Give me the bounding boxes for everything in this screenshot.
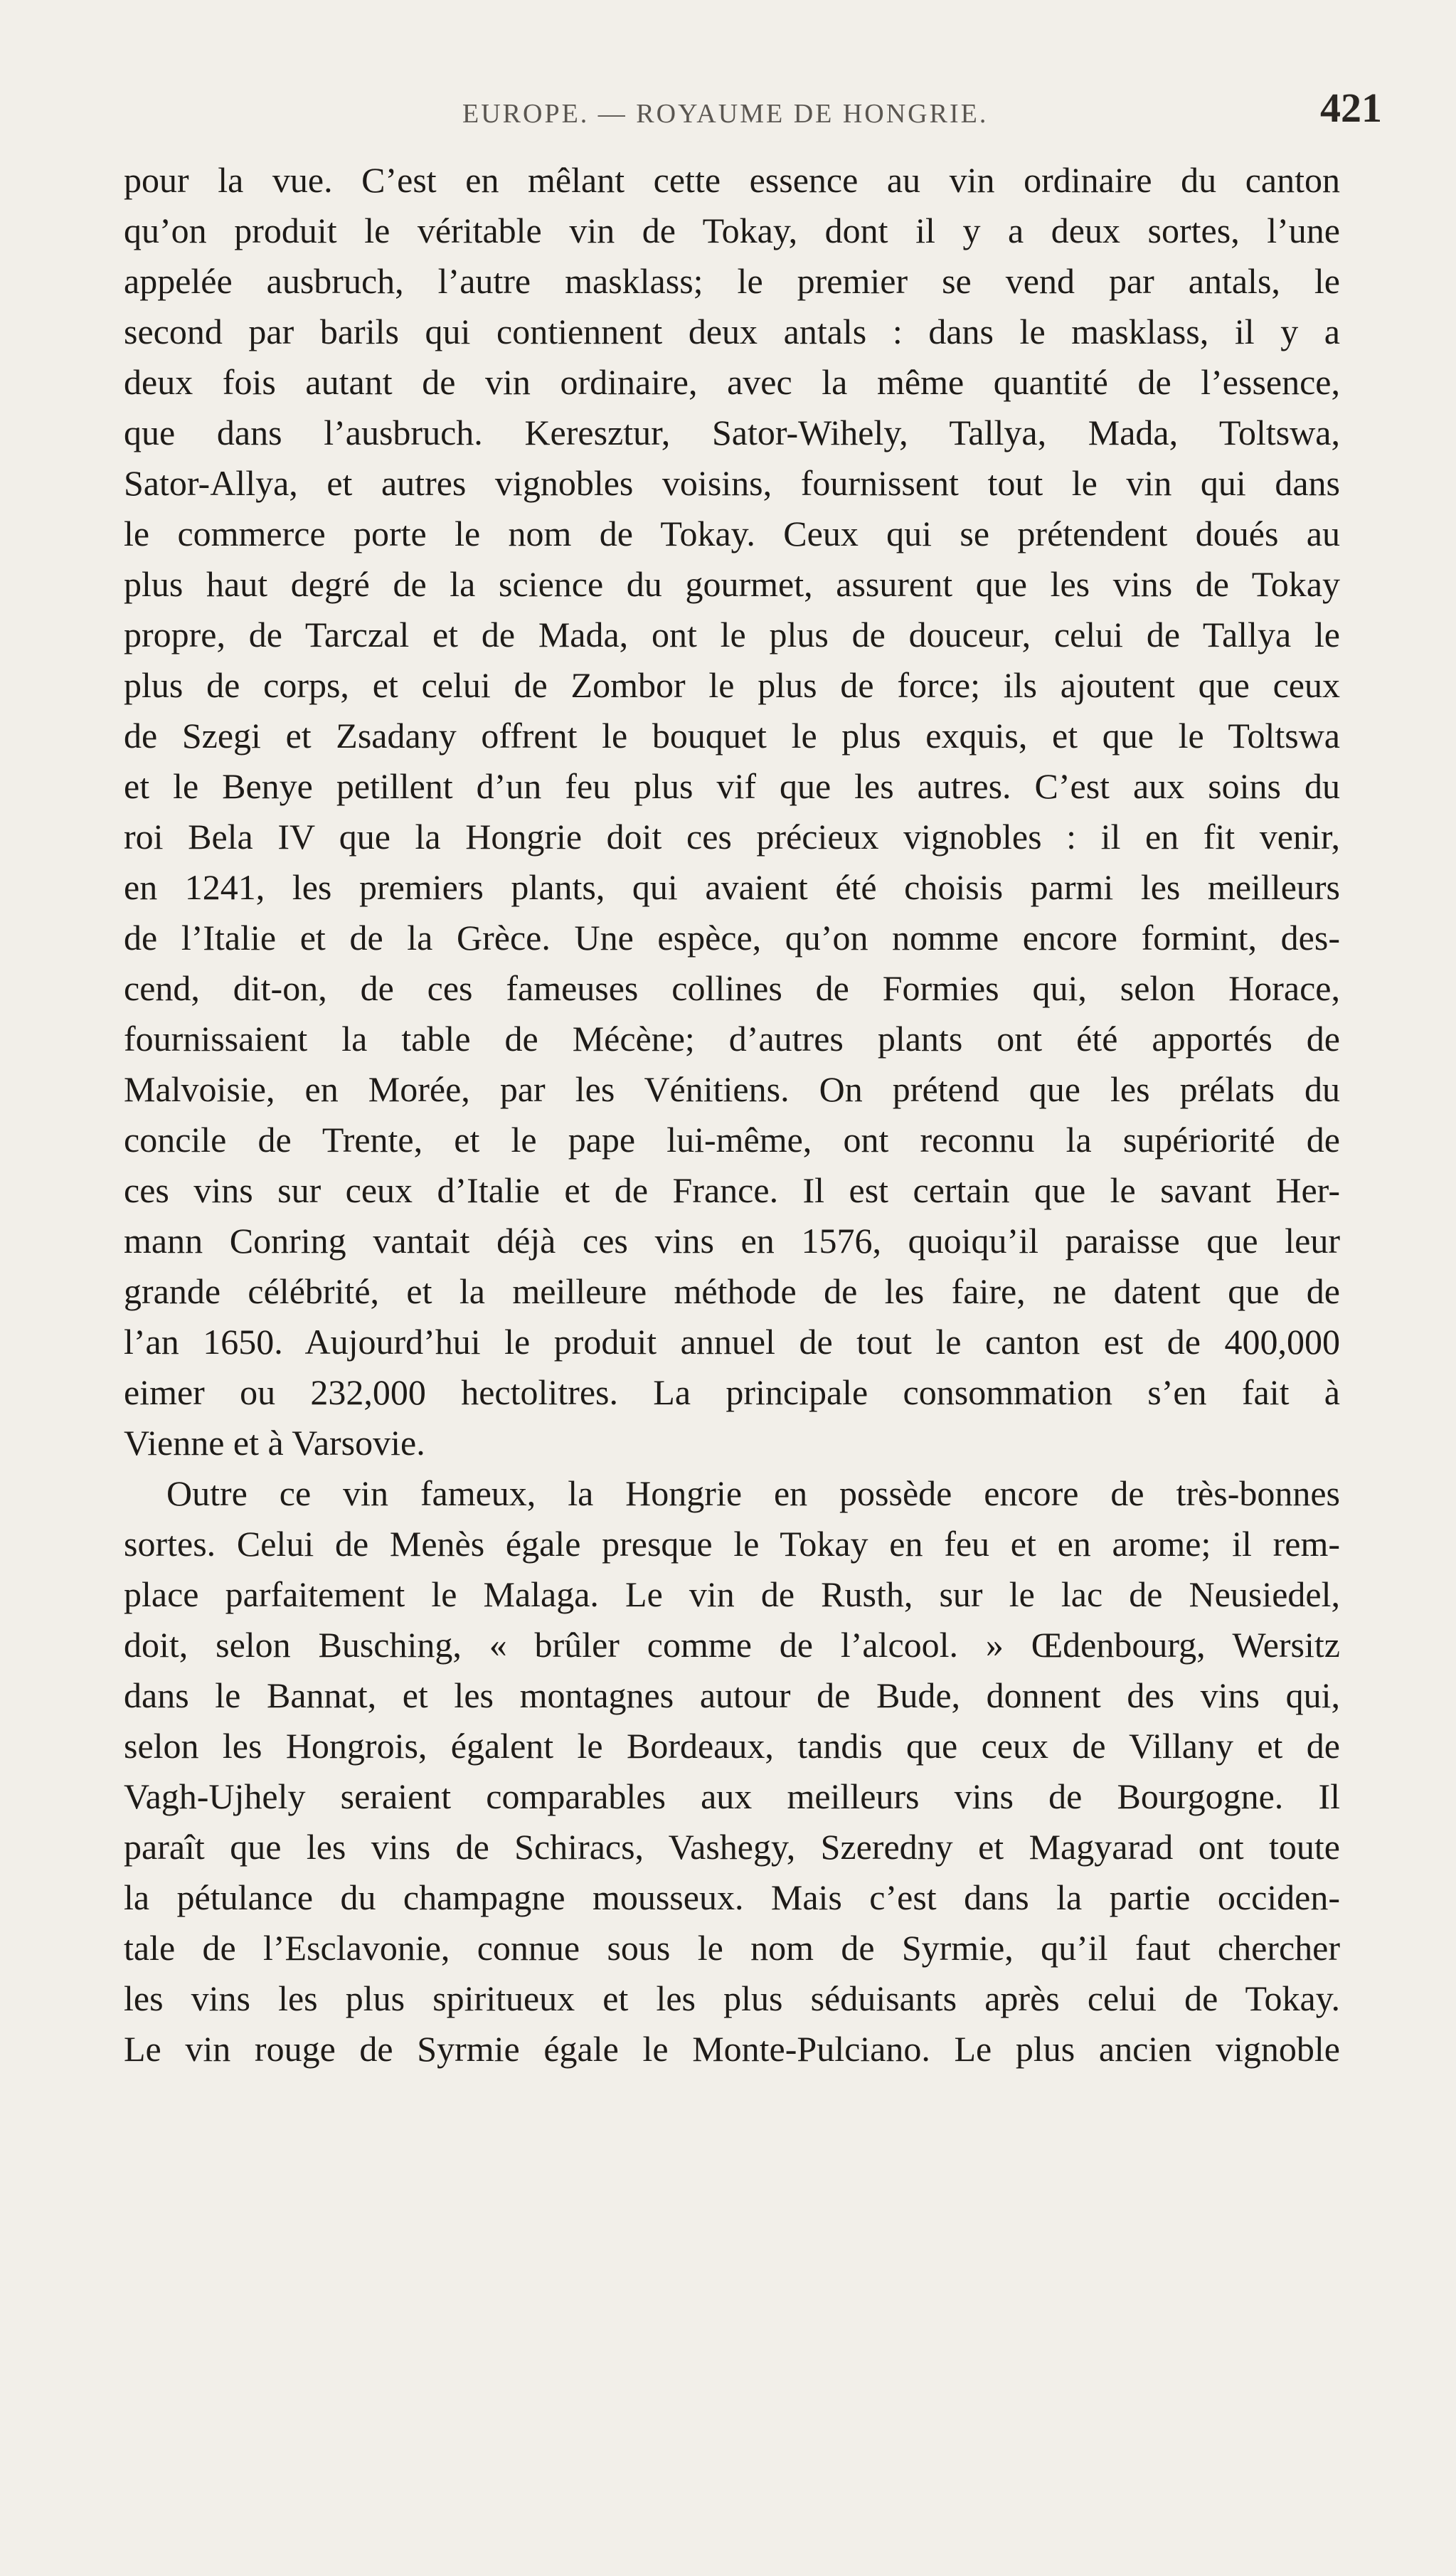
text-line: tale de l’Esclavonie, connue sous le nom de Syrmie, qu’il faut chercher: [124, 1928, 1340, 1968]
text-line: sortes. Celui de Menès égale presque le Tokay en feu et en arome; il rem-: [124, 1524, 1340, 1564]
text-line: la pétulance du champagne mousseux. Mais c’est dans la partie occiden-: [124, 1877, 1340, 1917]
text-line: paraît que les vins de Schiracs, Vashegy, Szeredny et Magyarad ont toute: [124, 1827, 1340, 1867]
text-line: de l’Italie et de la Grèce. Une espèce, qu’on nomme encore formint, des-: [124, 918, 1340, 958]
text-line: fournissaient la table de Mécène; d’autres plants ont été apportés de: [124, 1019, 1340, 1059]
text-line: appelée ausbruch, l’autre masklass; le premier se vend par antals, le: [124, 261, 1340, 301]
paragraph-2: [124, 1468, 1340, 2074]
text-line: propre, de Tarczal et de Mada, ont le plus de douceur, celui de Tallya le: [124, 615, 1340, 654]
text-line: Vagh-Ujhely seraient comparables aux meilleurs vins de Bourgogne. Il: [124, 1776, 1340, 1816]
text-line: le commerce porte le nom de Tokay. Ceux qui se prétendent doués au: [124, 514, 1340, 553]
text-line: Malvoisie, en Morée, par les Vénitiens. On prétend que les prélats du: [124, 1069, 1340, 1109]
text-line: et le Benye petillent d’un feu plus vif que les autres. C’est aux soins du: [124, 766, 1340, 806]
text-line: plus de corps, et celui de Zombor le plus de force; ils ajoutent que ceux: [124, 665, 1340, 705]
body-text: [124, 155, 1340, 2074]
text-line: l’an 1650. Aujourd’hui le produit annuel de tout le canton est de 400,000: [124, 1322, 1340, 1362]
running-head: EUROPE. — ROYAUME DE HONGRIE.: [462, 99, 989, 129]
text-line: Outre ce vin fameux, la Hongrie en possède encore de très-bonnes: [166, 1473, 1340, 1513]
text-line: doit, selon Busching, « brûler comme de l’alcool. » Œdenbourg, Wersitz: [124, 1625, 1340, 1665]
text-line: grande célébrité, et la meilleure méthode de les faire, ne datent que de: [124, 1271, 1340, 1311]
text-line: que dans l’ausbruch. Keresztur, Sator-Wihely, Tallya, Mada, Toltswa,: [124, 413, 1340, 452]
text-line: cend, dit-on, de ces fameuses collines de Formies qui, selon Horace,: [124, 968, 1340, 1008]
text-line: en 1241, les premiers plants, qui avaient été choisis parmi les meilleurs: [124, 867, 1340, 907]
text-line: mann Conring vantait déjà ces vins en 1576, quoiqu’il paraisse que leur: [124, 1221, 1340, 1261]
text-line: Vienne et à Varsovie.: [124, 1423, 425, 1463]
text-line: eimer ou 232,000 hectolitres. La principale consommation s’en fait à: [124, 1372, 1340, 1412]
paragraph-1: [124, 155, 1340, 1468]
text-line: place parfaitement le Malaga. Le vin de Rusth, sur le lac de Neusiedel,: [124, 1574, 1340, 1614]
text-line: second par barils qui contiennent deux antals : dans le masklass, il y a: [124, 312, 1340, 351]
text-line: les vins les plus spiritueux et les plus séduisants après celui de Tokay.: [124, 1978, 1340, 2018]
text-line: Le vin rouge de Syrmie égale le Monte-Pulciano. Le plus ancien vignoble: [124, 2029, 1340, 2069]
text-line: concile de Trente, et le pape lui-même, ont reconnu la supériorité de: [124, 1120, 1340, 1160]
text-line: dans le Bannat, et les montagnes autour de Bude, donnent des vins qui,: [124, 1675, 1340, 1715]
text-line: qu’on produit le véritable vin de Tokay, dont il y a deux sortes, l’une: [124, 211, 1340, 250]
text-line: pour la vue. C’est en mêlant cette essence au vin ordinaire du canton: [124, 160, 1340, 200]
text-line: roi Bela IV que la Hongrie doit ces précieux vignobles : il en fit venir,: [124, 817, 1340, 857]
text-line: deux fois autant de vin ordinaire, avec la même quantité de l’essence,: [124, 362, 1340, 402]
text-line: ces vins sur ceux d’Italie et de France. Il est certain que le savant Her-: [124, 1170, 1340, 1210]
text-line: de Szegi et Zsadany offrent le bouquet le plus exquis, et que le Toltswa: [124, 716, 1340, 756]
page-number: 421: [1320, 85, 1382, 131]
text-line: plus haut degré de la science du gourmet, assurent que les vins de Tokay: [124, 564, 1340, 604]
text-line: Sator-Allya, et autres vignobles voisins, fournissent tout le vin qui dans: [124, 463, 1340, 503]
text-line: selon les Hongrois, égalent le Bordeaux, tandis que ceux de Villany et de: [124, 1726, 1340, 1766]
